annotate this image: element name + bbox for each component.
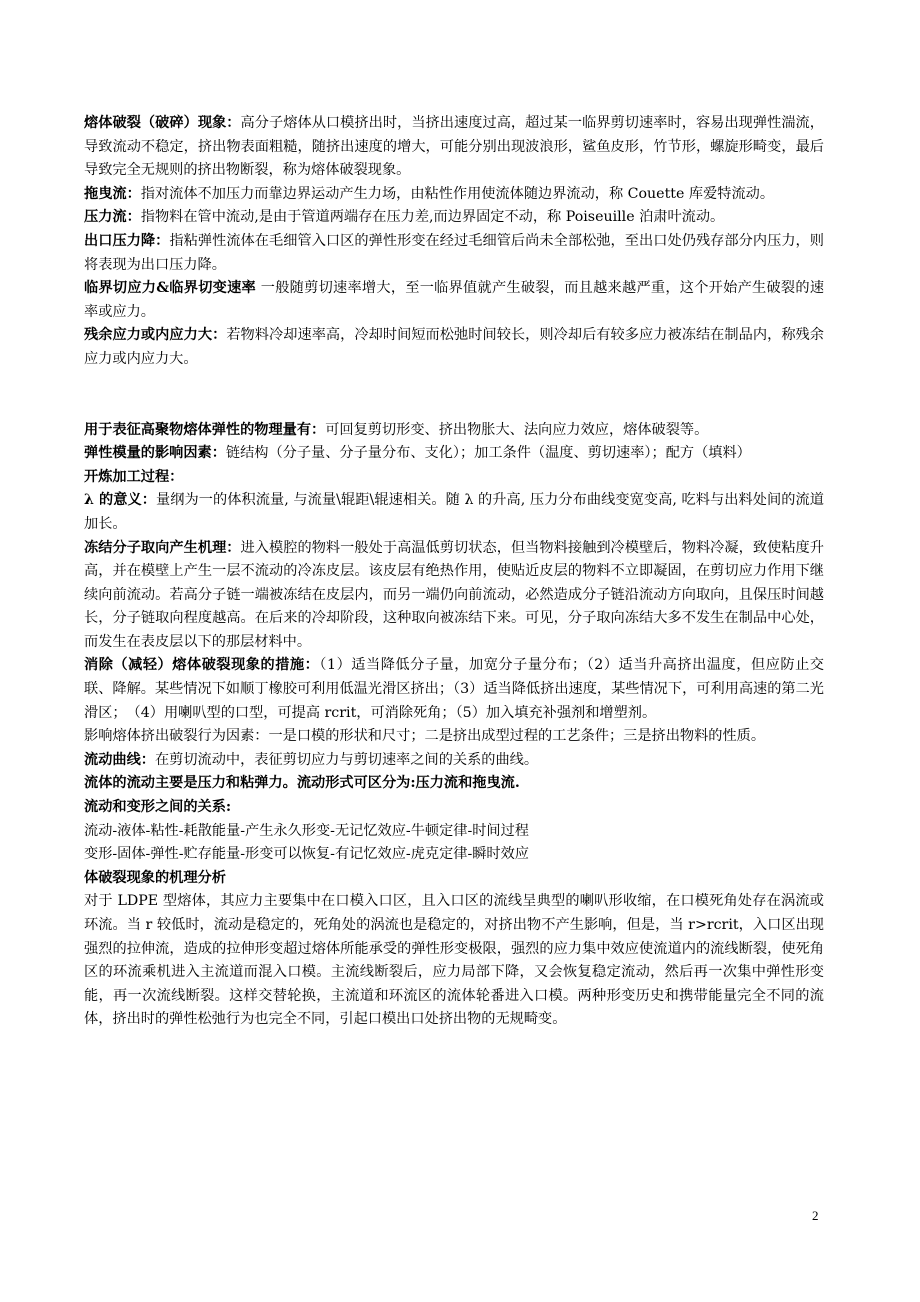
term-label: 流体的流动主要是压力和粘弹力。流动形式可区分为:压力流和拖曳流. [84,775,520,792]
definition-exit-pressure-drop [84,230,824,277]
definition-text: 在剪切流动中，表征剪切应力与剪切速率之间的关系的曲线。 [154,751,539,768]
definition-text: 可回复剪切形变、挤出物胀大、法向应力效应，熔体破裂等。 [325,421,709,438]
definition-text: 指对流体不加压力而靠边界运动产生力场，由粘性作用使流体随边界流动，称 Couette 库爱特流动。 [140,185,775,202]
definition-text: 进入模腔的物料一般处于高温低剪切状态，但当物料接触到冷模壁后，物料冷凝，致使粘度升高，并在模壁上产生一层不流动的冷冻皮层。该皮层有绝热作用，使贴近皮层的物料不立即凝固，在剪切应力作用下继续向前流动。若高分子链一端被冻结在皮层内，而另一端仍向前流动，必然造成分子链沿流动方向取向，且保压时间越长，分子链取向程度越高。在后来的冷却阶段，这种取向被冻结下来。可见，分子取向冻结大多不发生在制品中心处，而发生在表皮层以下的那层材料中。 [84,539,824,650]
term-label: 用于表征高聚物熔体弹性的物理量有： [84,421,326,438]
definition-text: 影响熔体挤出破裂行为因素：一是口模的形状和尺寸；二是挤出成型过程的工艺条件；三是挤出物料的性质。 [84,728,766,745]
fracture-mechanism-analysis [84,890,824,1032]
lambda-meaning [84,489,824,536]
definition-text: 一般随剪切速率增大，至一临界值就产生破裂，而且越来越严重，这个开始产生破裂的速率或应力。 [84,280,825,320]
term-label: 流动曲线： [84,751,155,768]
term-label: λ 的意义： [84,492,156,509]
elastic-modulus-factors [84,442,824,466]
fracture-mechanism-heading [84,867,824,891]
definition-text: 指物料在管中流动,是由于管道两端存在压力差,而边界固定不动，称 Poiseuille 泊肃叶流动。 [140,209,725,226]
definition-text: 若物料冷却速率高，冷却时间短而松弛时间较长，则冷却后有较多应力被冻结在制品内，称残余应力或内应力大。 [84,327,824,367]
term-label: 体破裂现象的机理分析 [84,869,226,886]
mill-process-heading [84,466,824,490]
term-label: 残余应力或内应力大： [84,327,227,344]
definition-pressure-flow [84,206,824,230]
definition-text: （1）适当降低分子量，加宽分子量分布；（2）适当升高挤出温度，但应防止交联、降解。某些情况下如顺丁橡胶可利用低温光滑区挤出；（3）适当降低挤出速度，某些情况下，可利用高速的第二光滑区； （4）用喇叭型的口型，可提高 rcrit，可消除死角；（5）加入填充补强剂和增塑剂。 [84,657,824,721]
term-label: 开炼加工过程： [84,468,184,485]
frozen-orientation-mechanism [84,537,824,655]
term-label: 临界切应力&临界切变速率 [84,280,257,297]
term-label: 熔体破裂（破碎）现象： [84,115,241,131]
flow-forms-statement [84,772,824,796]
definition-text: 量纲为一的体积流量, 与流量\辊距\辊速相关。随 λ 的升高, 压力分布曲线变宽变高, 吃料与出料处间的流道加长。 [84,492,824,532]
flow-curve [84,749,824,773]
deformation-chain [84,843,824,867]
term-label: 冻结分子取向产生机理： [84,539,241,556]
page-number: 2 [812,1208,819,1223]
term-label: 拖曳流： [84,185,141,202]
flow-chain [84,820,824,844]
document-body [84,112,824,1032]
definition-text: 对于 LDPE 型熔体，其应力主要集中在口模入口区，且入口区的流线呈典型的喇叭形收缩，在口模死角处存在涡流或环流。当 r 较低时，流动是稳定的，死角处的涡流也是稳定的，对挤出物不产生影响，但是，当 r>rcrit，入口区出现强烈的拉伸流，造成的拉伸形变超过熔体所能承受的弹性形变极限，强烈的应力集中效应使流道内的流线断裂，使死角区的环流乘机进入主流道而混入口模。主流线断裂后，应力局部下降，又会恢复稳定流动，然后再一次集中弹性形变能，再一次流线断裂。这样交替轮换，主流道和环流区的流体轮番进入口模。两种形变历史和携带能量完全不同的流体，挤出时的弹性松弛行为也完全不同，引起口模出口处挤出物的无规畸变。 [84,893,824,1028]
elasticity-quantities [84,419,824,443]
melt-fracture-measures [84,654,824,725]
term-label: 消除（减轻）熔体破裂现象的措施： [84,657,320,674]
term-label: 流动和变形之间的关系: [84,799,232,816]
definition-text: 指粘弹性流体在毛细管入口区的弹性形变在经过毛细管后尚未全部松弛，至出口处仍残存部分内压力，则将表现为出口压力降。 [84,232,824,273]
definition-text: 链结构（分子量、分子量分布、支化）；加工条件（温度、剪切速率）；配方（填料） [225,445,751,462]
term-label: 弹性模量的影响因素： [84,445,226,462]
term-label: 压力流： [84,209,141,226]
section-gap [84,372,824,419]
definition-residual-stress [84,324,824,371]
definition-text: 变形-固体-弹性-贮存能量-形变可以恢复-有记忆效应-虎克定律-瞬时效应 [84,846,529,863]
extrusion-fracture-factors [84,725,824,749]
flow-deformation-heading [84,796,824,820]
definition-text: 流动-液体-粘性-耗散能量-产生永久形变-无记忆效应-牛顿定律-时间过程 [84,822,529,839]
definition-drag-flow [84,183,824,207]
definition-critical-stress [84,277,824,324]
definition-text: 高分子熔体从口模挤出时，当挤出速度过高，超过某一临界剪切速率时，容易出现弹性湍流，导致流动不稳定，挤出物表面粗糙，随挤出速度的增大，可能分别出现波浪形，鲨鱼皮形，竹节形，螺旋形畸变，最后导致完全无规则的挤出物断裂，称为熔体破裂现象。 [84,115,824,179]
term-label: 出口压力降： [84,232,170,249]
definition-melt-fracture [84,112,824,183]
